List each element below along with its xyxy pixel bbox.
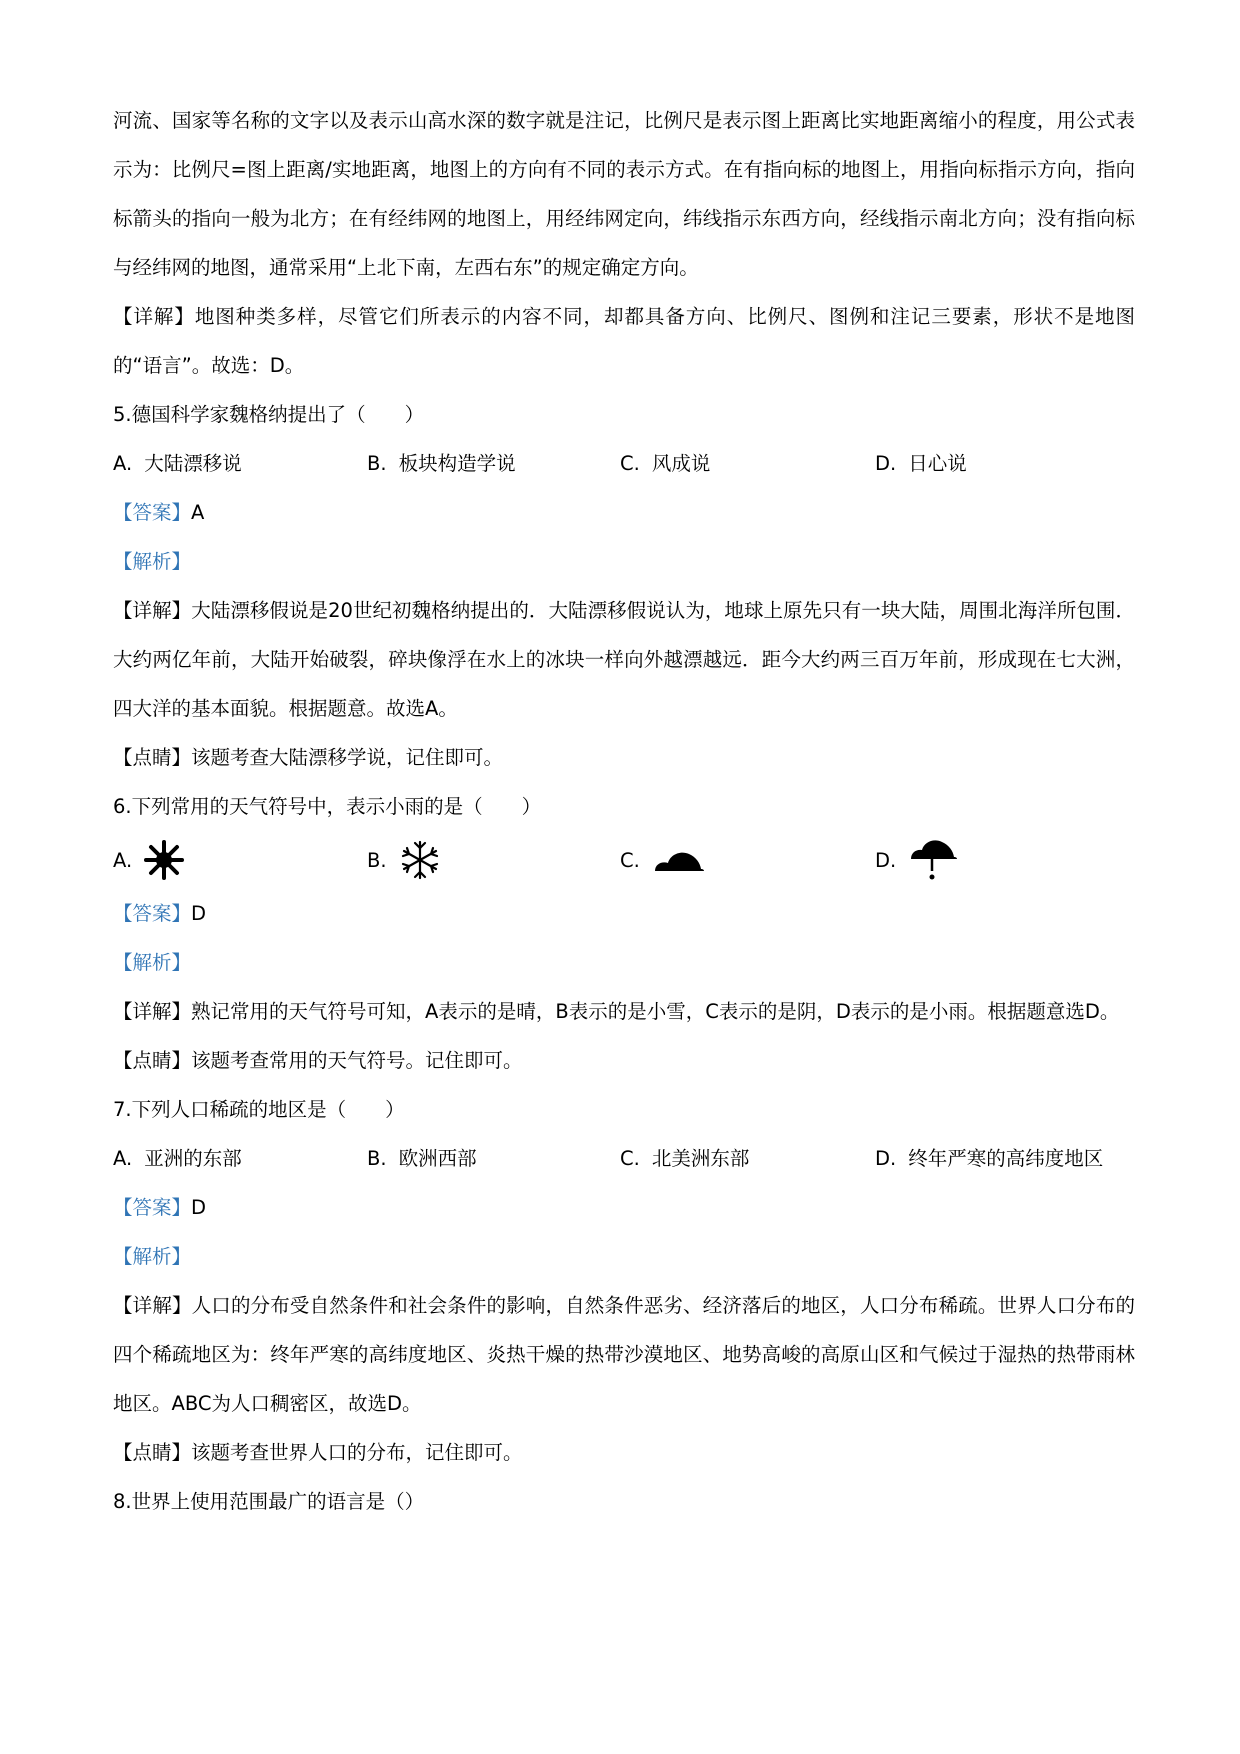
question-5-stem: 5.德国科学家魏格纳提出了（ ） bbox=[113, 403, 425, 426]
question-5-detail: 【详解】大陆漂移假说是20世纪初魏格纳提出的．大陆漂移假说认为，地球上原先只有一块大陆，周围北海洋所包围．大约两亿年前，大陆开始破裂，碎块像浮在水上的冰块一样向外越漂越远．距今大约两三百万年前，形成现在七大洲，四大洋的基本面貌。根据题意。故选A。 bbox=[113, 599, 1135, 720]
option-text: 北美洲东部 bbox=[651, 1147, 750, 1170]
question-7-comment: 【点睛】该题考查世界人口的分布，记住即可。 bbox=[113, 1441, 523, 1464]
question-6-options bbox=[113, 831, 1135, 889]
answer-tag: 【答案】 bbox=[113, 1196, 192, 1219]
answer-tag: 【答案】 bbox=[113, 902, 192, 925]
question-7-option-a bbox=[113, 1134, 367, 1183]
question-7-option-b bbox=[367, 1134, 620, 1183]
option-letter: A. bbox=[113, 452, 133, 475]
question-7-stem: 7.下列人口稀疏的地区是（ ） bbox=[113, 1098, 405, 1121]
question-7-analysis-tag: 【解析】 bbox=[113, 1245, 192, 1268]
option-letter: B. bbox=[367, 848, 387, 872]
option-letter: B. bbox=[367, 452, 387, 475]
question-7-answer bbox=[113, 1183, 1135, 1232]
answer-value: D bbox=[191, 1196, 207, 1219]
question-6-analysis-tag: 【解析】 bbox=[113, 951, 192, 974]
question-6-option-c bbox=[620, 836, 875, 885]
question-6-option-d bbox=[875, 836, 1135, 885]
light-rain-weather-icon bbox=[908, 837, 958, 883]
question-6-answer bbox=[113, 889, 1135, 938]
intro-detail-paragraph: 【详解】地图种类多样，尽管它们所表示的内容不同，却都具备方向、比例尺、图例和注记三要素，形状不是地图的“语言”。故选：D。 bbox=[113, 305, 1135, 377]
option-text: 板块构造学说 bbox=[398, 452, 516, 475]
question-6-detail: 【详解】熟记常用的天气符号可知，A表示的是晴，B表示的是小雪，C表示的是阴，D表示的是小雨。根据题意选D。 bbox=[113, 1000, 1120, 1023]
question-5-comment: 【点睛】该题考查大陆漂移学说，记住即可。 bbox=[113, 746, 504, 769]
option-letter: A. bbox=[113, 848, 133, 872]
question-5-option-b bbox=[367, 439, 620, 488]
option-text: 风成说 bbox=[651, 452, 711, 475]
question-6-stem: 6.下列常用的天气符号中，表示小雨的是（ ） bbox=[113, 795, 542, 818]
sunny-weather-icon bbox=[144, 840, 184, 880]
question-7-options bbox=[113, 1134, 1135, 1183]
answer-value: A bbox=[191, 501, 205, 524]
question-6-option-b bbox=[367, 836, 620, 885]
question-7-option-c bbox=[620, 1134, 875, 1183]
answer-value: D bbox=[191, 902, 207, 925]
option-text: 欧洲西部 bbox=[398, 1147, 477, 1170]
question-7-detail: 【详解】人口的分布受自然条件和社会条件的影响，自然条件恶劣、经济落后的地区，人口分布稀疏。世界人口分布的四个稀疏地区为：终年严寒的高纬度地区、炎热干燥的热带沙漠地区、地势高峻的高原山区和气候过于湿热的热带雨林地区。ABC为人口稠密区，故选D。 bbox=[113, 1294, 1135, 1415]
question-5-answer bbox=[113, 488, 1135, 537]
option-letter: D. bbox=[875, 1147, 897, 1170]
question-6-comment: 【点睛】该题考查常用的天气符号。记住即可。 bbox=[113, 1049, 523, 1072]
question-5-option-d bbox=[875, 439, 1135, 488]
option-text: 终年严寒的高纬度地区 bbox=[908, 1147, 1104, 1170]
intro-paragraph: 河流、国家等名称的文字以及表示山高水深的数字就是注记，比例尺是表示图上距离比实地距离缩小的程度，用公式表示为：比例尺=图上距离/实地距离，地图上的方向有不同的表示方式。在有指向标的地图上，用指向标指示方向，指向标箭头的指向一般为北方；在有经纬网的地图上，用经纬网定向，纬线指示东西方向，经线指示南北方向；没有指向标与经纬网的地图，通常采用“上北下南，左西右东”的规定确定方向。 bbox=[113, 109, 1135, 279]
question-5-options bbox=[113, 439, 1135, 488]
option-letter: D. bbox=[875, 848, 897, 872]
option-letter: C. bbox=[620, 848, 640, 872]
option-letter: C. bbox=[620, 1147, 640, 1170]
answer-tag: 【答案】 bbox=[113, 501, 192, 524]
option-letter: B. bbox=[367, 1147, 387, 1170]
page-content bbox=[113, 96, 1135, 1526]
question-6-option-a bbox=[113, 836, 367, 885]
question-8-stem: 8.世界上使用范围最广的语言是（） bbox=[113, 1490, 425, 1513]
option-text: 大陆漂移说 bbox=[144, 452, 242, 475]
option-letter: D. bbox=[875, 452, 897, 475]
option-letter: A. bbox=[113, 1147, 133, 1170]
question-5-analysis-tag: 【解析】 bbox=[113, 550, 192, 573]
question-5-option-a bbox=[113, 439, 367, 488]
option-text: 亚洲的东部 bbox=[144, 1147, 242, 1170]
question-5-option-c bbox=[620, 439, 875, 488]
option-text: 日心说 bbox=[908, 452, 967, 475]
option-letter: C. bbox=[620, 452, 640, 475]
overcast-weather-icon bbox=[652, 845, 706, 875]
light-snow-weather-icon bbox=[399, 839, 441, 881]
question-7-option-d bbox=[875, 1134, 1135, 1183]
